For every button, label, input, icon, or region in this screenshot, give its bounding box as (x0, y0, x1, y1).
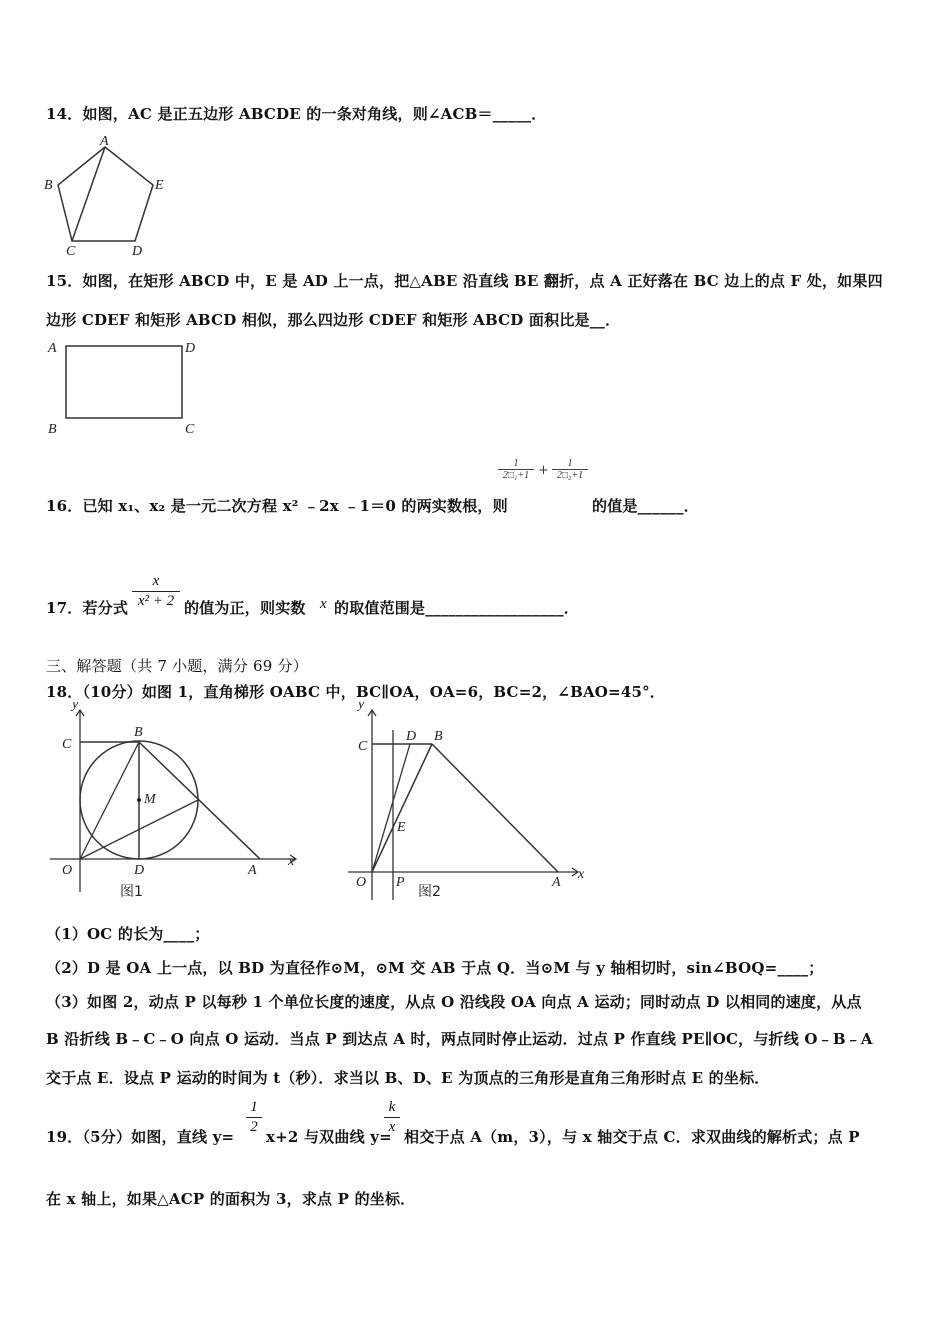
q19-text-a: 19．（5分）如图，直线 y= (46, 1128, 235, 1146)
q17-text-c: 的取值范围是__________________． (334, 599, 580, 617)
q19-line2: 在 x 轴上，如果△ACP 的面积为 3，求点 P 的坐标． (46, 1190, 416, 1208)
q17-frac-num: x (152, 573, 160, 589)
q19-frac2-num: k (388, 1099, 396, 1115)
q19-text-c: 相交于点 A（m，3），与 x 轴交于点 C．求双曲线的解析式；点 P (404, 1128, 860, 1146)
q16-frac1-den: 2□₁+1 (502, 470, 530, 481)
fig1-label-c: C (62, 737, 72, 752)
fig2-label-o: O (356, 875, 367, 890)
fig2-label-x: x (578, 867, 585, 882)
fig1-caption: 图1 (120, 884, 143, 900)
q18-part3-line3: 交于点 E．设点 P 运动的时间为 t（秒）．求当以 B、D、E 为顶点的三角形是直角三角形时点 E 的坐标． (46, 1069, 770, 1087)
rect-label-b: B (48, 422, 57, 437)
q18-part3-line1: （3）如图 2，动点 P 以每秒 1 个单位长度的速度，从点 O 沿线段 OA 向点 A 运动；同时动点 D 以相同的速度，从点 (46, 993, 862, 1011)
pentagon-label-d: D (132, 244, 143, 258)
q17-text-b: 的值为正，则实数 (184, 599, 306, 617)
fig2-label-y: y (358, 702, 365, 712)
q16-text-a: 16．已知 x₁、x₂ 是一元二次方程 x² ﹣2x ﹣1＝0 的两实数根，则 (46, 497, 508, 515)
section3-title: 三、解答题（共 7 小题，满分 69 分） (46, 657, 308, 675)
fig2-caption: 图2 (418, 884, 441, 900)
fig1-label-x: x (288, 854, 295, 869)
q18-part1: （1）OC 的长为____； (46, 925, 210, 943)
q16-plus: + (538, 463, 549, 478)
q16-frac1-num: 1 (513, 458, 519, 469)
q19-fraction-1 (246, 1099, 262, 1136)
pentagon-label-a: A (100, 134, 109, 149)
figure-2 (344, 702, 594, 902)
q15-line2: 边形 CDEF 和矩形 ABCD 相似，那么四边形 CDEF 和矩形 ABCD 面积比是__． (46, 311, 621, 329)
fig1-label-d: D (134, 863, 145, 878)
pentagon-label-c: C (66, 244, 76, 258)
q18-intro: 18．（10分）如图 1，直角梯形 OABC 中，BC∥OA，OA=6，BC=2，∠BAO=45°． (46, 683, 665, 701)
fig2-label-c: C (358, 739, 368, 754)
fig2-label-e: E (397, 820, 406, 835)
q17-text-a: 17．若分式 (46, 599, 129, 617)
q19-text-b: x+2 与双曲线 y= (266, 1128, 392, 1146)
q16-frac2-den: 2□₂+1 (556, 470, 584, 481)
q16-frac2-num: 1 (567, 458, 573, 469)
q15-line1: 15．如图，在矩形 ABCD 中，E 是 AD 上一点，把△ABE 沿直线 BE 翻折，点 A 正好落在 BC 边上的点 F 处，如果四 (46, 272, 883, 290)
q19-fraction-2 (384, 1099, 400, 1136)
rect-label-d: D (185, 341, 196, 356)
q19-frac1-num: 1 (250, 1099, 258, 1115)
rect-label-a: A (48, 341, 57, 356)
fig1-label-a: A (248, 863, 257, 878)
fig2-label-b: B (434, 729, 443, 744)
q19-frac1-den: 2 (250, 1119, 258, 1135)
q16-fraction-1 (498, 458, 534, 481)
fig2-label-d: D (406, 729, 417, 744)
q14-text: 14．如图，AC 是正五边形 ABCDE 的一条对角线，则∠ACB＝_____． (46, 105, 547, 123)
rectangle-figure (44, 336, 206, 440)
fig1-label-m: M (144, 792, 156, 807)
q18-part2: （2）D 是 OA 上一点，以 BD 为直径作⊙M，⊙M 交 AB 于点 Q．当⊙M 与 y 轴相切时，sin∠BOQ=____； (46, 959, 824, 977)
pentagon-label-e: E (155, 178, 164, 193)
pentagon-figure (40, 133, 180, 258)
q18-part3-line2: B 沿折线 B﹣C﹣O 向点 O 运动．当点 P 到达点 A 时，两点同时停止运动．过点 P 作直线 PE∥OC，与折线 O﹣B﹣A (46, 1030, 873, 1048)
q17-fraction (132, 573, 180, 610)
q16-fraction-2 (552, 458, 588, 481)
q19-frac2-den: x (388, 1119, 396, 1135)
q17-var: x (320, 596, 327, 612)
fig1-label-b: B (134, 725, 143, 740)
fig1-label-y: y (72, 702, 79, 712)
figure-1 (46, 702, 306, 902)
fig2-label-p: P (396, 875, 405, 890)
fig1-label-o: O (62, 863, 73, 878)
rect-label-c: C (185, 422, 195, 437)
q16-text-b: 的值是______． (592, 497, 700, 515)
q17-frac-den: x² + 2 (137, 593, 175, 609)
pentagon-label-b: B (44, 178, 53, 193)
fig2-label-a: A (552, 875, 561, 890)
